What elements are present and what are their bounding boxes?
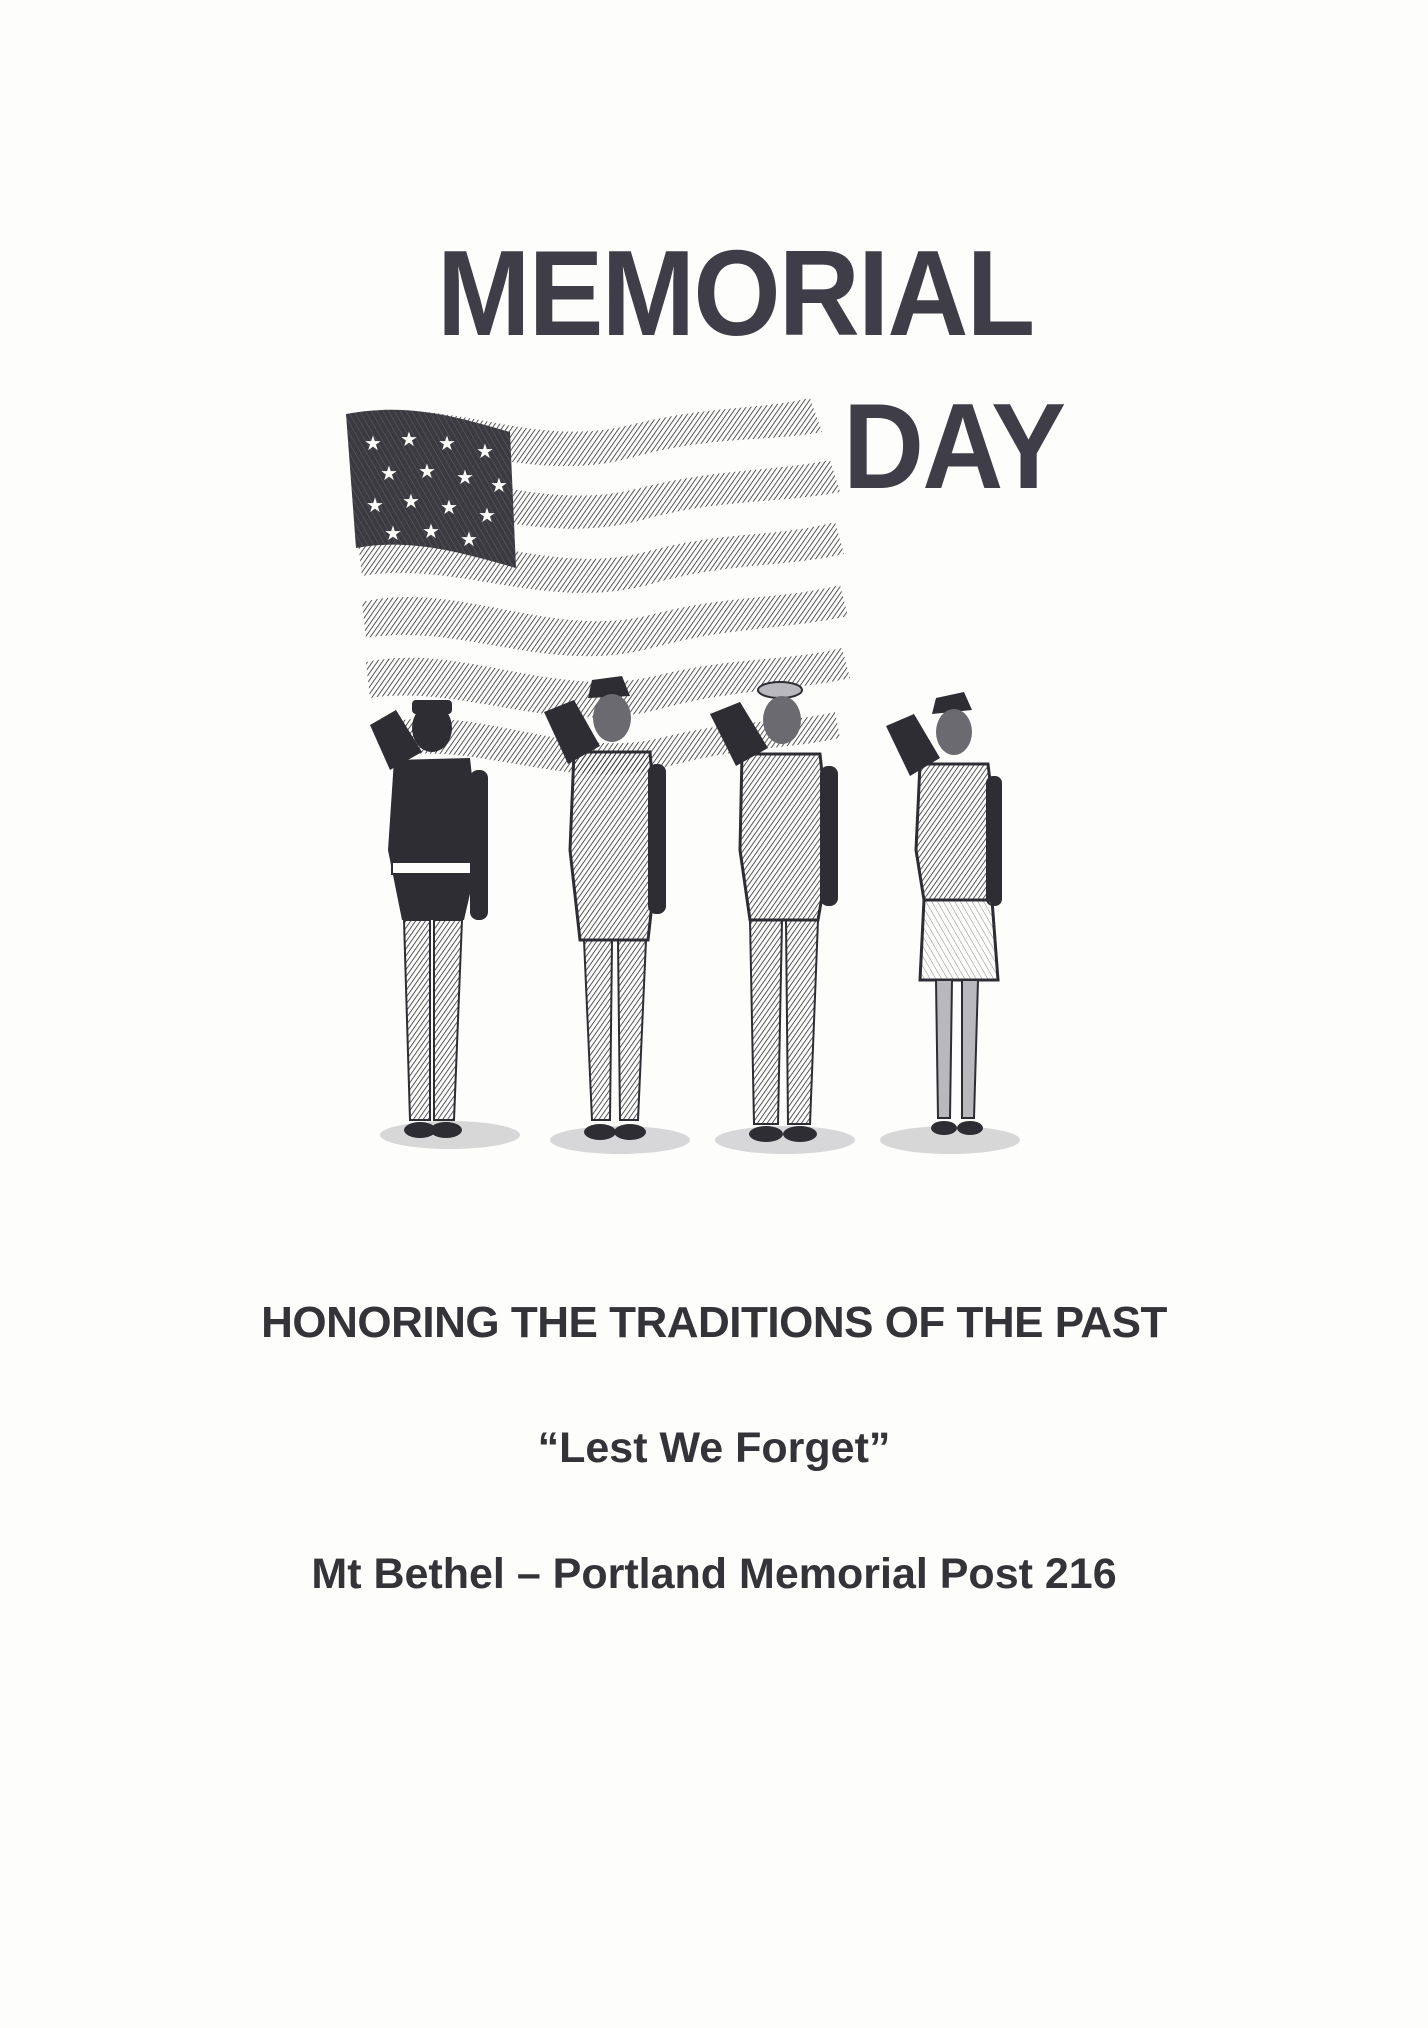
svg-text:★: ★ (490, 473, 508, 497)
svg-text:★: ★ (400, 427, 418, 451)
svg-text:★: ★ (366, 493, 384, 517)
svg-text:★: ★ (422, 519, 440, 543)
svg-text:★: ★ (364, 431, 382, 455)
svg-text:★: ★ (478, 503, 496, 527)
svg-text:★: ★ (384, 521, 402, 545)
poster-title-day: DAY (843, 378, 1065, 514)
svg-text:★: ★ (402, 489, 420, 513)
svg-text:★: ★ (456, 465, 474, 489)
poster-quote: “Lest We Forget” (537, 1424, 891, 1472)
poster-title-memorial: MEMORIAL (437, 225, 1034, 361)
svg-text:★: ★ (438, 431, 456, 455)
svg-text:★: ★ (460, 527, 478, 551)
poster-organization: Mt Bethel – Portland Memorial Post 216 (311, 1550, 1117, 1598)
svg-text:★: ★ (440, 495, 458, 519)
poster-tagline: HONORING THE TRADITIONS OF THE PAST (261, 1298, 1167, 1347)
svg-text:★: ★ (418, 459, 436, 483)
svg-text:★: ★ (476, 439, 494, 463)
marine-figure (370, 700, 488, 1138)
svg-text:★: ★ (380, 461, 398, 485)
female-officer-figure (886, 692, 1002, 1135)
navy-sailor-figure (710, 682, 838, 1142)
